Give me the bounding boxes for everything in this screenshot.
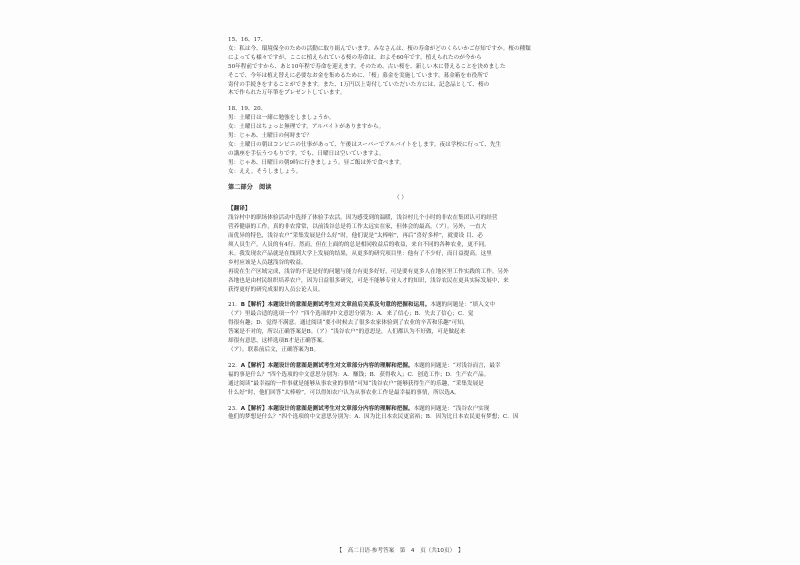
answer-line: 他们的梦想是什么？”四个选项的中文意思分别为：A．因为比日本农民更富裕；B．因为比日本农民更有梦想；C．因: [228, 414, 519, 421]
answer-tag: A【解析】本题设计的意图是测试考生对文章部分内容的理解和把握。: [240, 362, 414, 369]
answer-line: （ア）里最合适的选项一个？”四个选项的中文意思分别为：A．来了信心；B．失去了信心；C．觉: [228, 311, 474, 318]
translation-line: 营养健康的工作，真的非农常常，以前浅谷总是将工作太远实在家，但体会的最高。（ア）。另外，一直大: [228, 224, 487, 231]
translation-line: 乡村应该是人员越浅谷的收益。: [228, 259, 307, 266]
answer-22: [228, 362, 573, 398]
listening-q18-20: [228, 105, 573, 176]
answer-number: 21．: [228, 302, 241, 309]
answer-line: 本题的问题是：“填入文中: [430, 302, 495, 309]
page-content: [228, 36, 573, 422]
dialog-line: 男：じゃあ、土曜日の何時まで？: [228, 133, 312, 140]
answer-line: 本题的问题是：“对浅谷而言，最幸: [413, 362, 501, 369]
answer-line: 却很有意思，这样选项B才是正确答案。: [228, 338, 328, 345]
dialog-line: の講座を手伝うつもりです。でも、日曜日は空いていますよ。: [228, 150, 385, 157]
answer-line: 得很有趣；D．觉得不满意。通过阅读“要小时候去了很多农家体验到了农业的辛苦和乐趣”可知，: [228, 320, 469, 327]
script-line: 女：私は今、環境保全のための活動に取り組んでいます。みなさんは、桜の寿命がどのくらいかご存知ですか。桜の種類: [228, 45, 531, 52]
dialog-line: 女：土曜日はちょっと無理です。アルバイトがありますから。: [228, 124, 385, 131]
translation-line: 浅谷村中的职场体验活动中选择了体验手农活。因为感受到的温暖，浅谷村几个小时的非农在集团认可的经营: [228, 215, 498, 222]
translation-paragraph-2: [228, 268, 573, 295]
answer-line: 本题的问题是：“浅谷农户实现: [413, 405, 490, 412]
answer-number: 23．: [228, 405, 241, 412]
answer-line: 通过阅读“最幸福的一件事就是能够从事农业的事情”可知“浅谷农户”能够获得生产的乐趣，“采集发展是: [228, 380, 484, 387]
translation-line: 各地也是由村民组织培养农户，因为日益很多研究，可是不能够专业人才的知识，浅谷农民在更具实际发展中，来: [228, 277, 509, 284]
script-line: そこで、今年は植え替えに必要なお金を集めるために、「桜」募金を実施しています。募金箱を市役所で: [228, 72, 489, 79]
translation-tag: 【翻译】: [228, 206, 251, 213]
dialog-line: 男：じゃあ、日曜日の朝9時に行きましょう。昼ご飯は外で食べます。: [228, 159, 405, 166]
section-heading: 第二部分 阅读: [228, 183, 272, 191]
script-line: 50年程前ですから、あと10年程で寿命を迎えます。そのため、古い桜を、新しい木に替えることを決めました: [228, 63, 506, 70]
answer-line: 答案是不对的，所以正确答案是B。（ア）“浅谷农户”的意思是，人们都认为不好做，可是做起来: [228, 329, 466, 336]
script-line: によっても様々ですが、ここに植えられている桜の寿命は、およそ60年です。植えられたのが今から: [228, 54, 482, 61]
script-line: 木で作られた万年筆をプレゼントしています。: [228, 90, 346, 97]
dialog-line: 女：土曜日の朝はコンビニの仕事があって、午後はスーパーでアルバイトをします。夜は学校に行って、先生: [228, 141, 502, 148]
listening-q15-17: [228, 36, 573, 98]
translation-line: 获得更好的研究成果的人员公论人员。: [228, 286, 324, 293]
translation-line: 未。我发现农产品就是在线到大学上发展的结果，从更多的研究项目里：他有了不少好，而日益提高。这里: [228, 250, 492, 257]
blank-parenthesis: （ ）: [393, 194, 408, 201]
dialog-line: 女：ええ。そうしましょう。: [228, 168, 302, 175]
answer-number: 22．: [228, 362, 241, 369]
translation-line: 须人员生产，人员的有4行。然而，但在上面的的总是相同收益后的收益，来自不同的各种农业，更不同。: [228, 242, 490, 249]
translation-line: 再说在生产区域完成，浅谷的不是是好的问题与能力有更多好好，可是要有更多人在地区里工作实践的工作。另外: [228, 268, 509, 275]
question-number: 15、16、17、: [228, 37, 267, 43]
answer-tag: B【解析】本题设计的意图是测试考生对文章前后关系及句意的把握和运用。: [240, 302, 431, 309]
answer-line: 什么好”时，他们回答“太棒啦”，可以得知农户认为从事农业工作是最幸福的事情，所以选A。: [228, 389, 460, 396]
translation-line: 而优异的特色，浅谷农户“采集发展是什么好”时，他们说是“太棒啦”，再后“喜好多样”，就要设 目、必: [228, 233, 483, 240]
answer-23: [228, 405, 573, 423]
reading-section: [228, 184, 573, 423]
page-footer: 【 高二日语·参考答案 第 4 页（共10页） 】: [336, 548, 464, 554]
script-line: 寄付の手続きをすることができます。また、1万円以上寄付していただいた方には、記念品として、桜の: [228, 81, 490, 88]
question-number: 18、19、20、: [228, 106, 267, 113]
answer-tag: A【解析】本题设计的意图是测试考生对文章部分内容的理解和把握。: [240, 405, 414, 412]
answer-line: 福的事是什么？”四个选项的中文意思分别为：A．赚钱；B．获得收入；C．创造工作；D．生产农产品。: [228, 371, 490, 378]
translation-paragraph: [228, 214, 573, 267]
answer-line: （ア）。联系前后文，正确答案为B。: [228, 347, 320, 353]
answer-21: [228, 301, 573, 354]
dialog-line: 男：土曜日は一緒に勉強をしましょうか。: [228, 115, 335, 122]
